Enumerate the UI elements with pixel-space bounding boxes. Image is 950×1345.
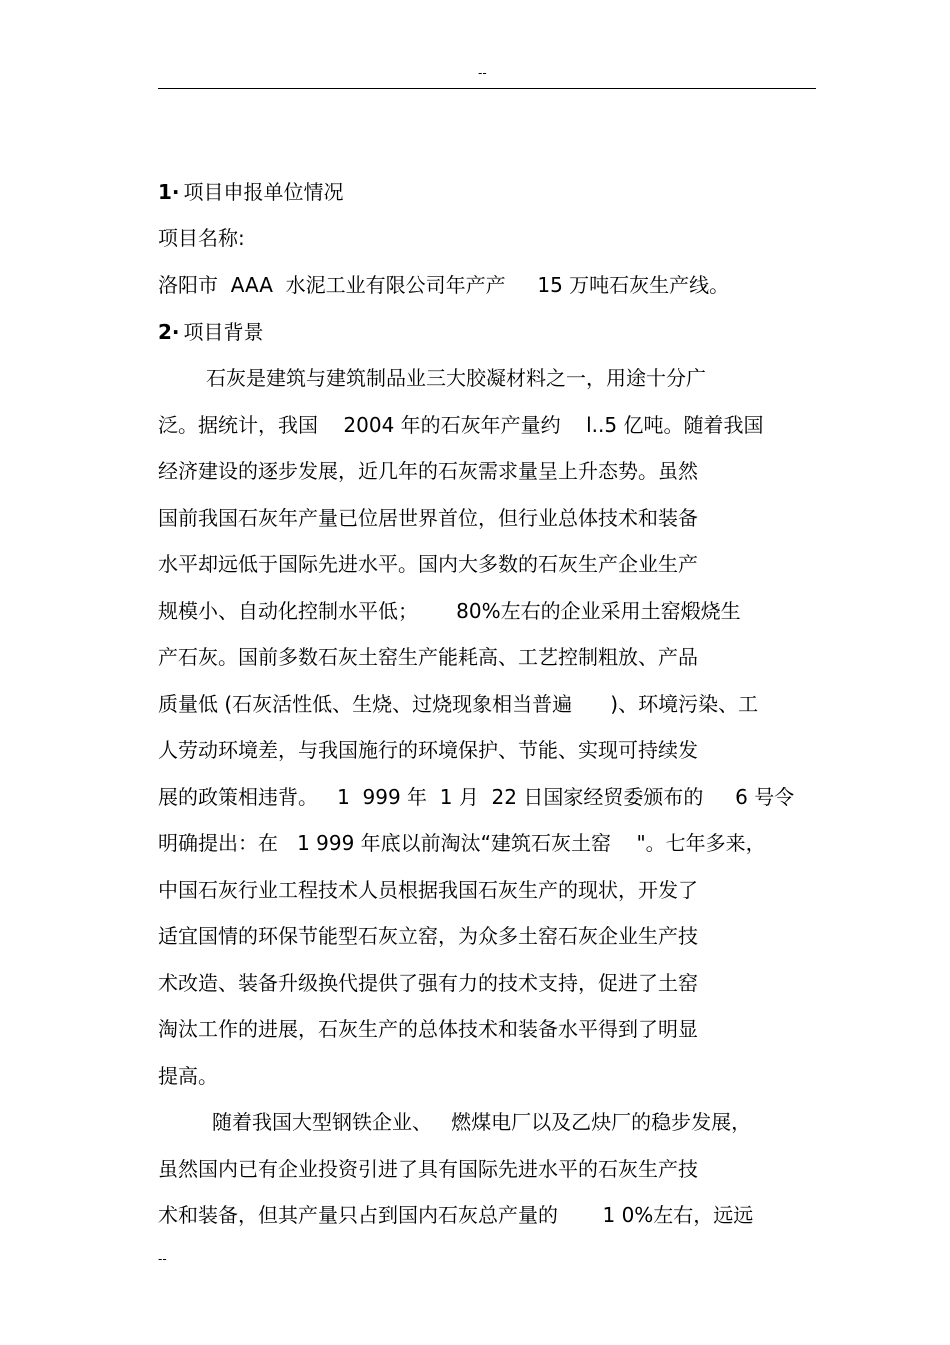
section2-title: 项目背景	[183, 320, 264, 344]
body-line: 国前我国石灰年产量已位居世界首位，但行业总体技术和装备	[158, 506, 698, 530]
body-line: 提高。	[158, 1064, 218, 1088]
body-line: 经济建设的逐步发展，近几年的石灰需求量呈上升态势。虽然	[158, 459, 698, 483]
header-rule	[158, 88, 816, 89]
header-mark: --	[478, 66, 487, 80]
body-line: 规模小、自动化控制水平低； 80%左右的企业采用土窑煅烧生	[158, 599, 741, 623]
body-line: 人劳动环境差，与我国施行的环境保护、节能、实现可持续发	[158, 738, 698, 762]
project-name-label: 项目名称:	[158, 226, 245, 250]
body-line: 石灰是建筑与建筑制品业三大胶凝材料之一，用途十分广	[206, 366, 706, 390]
body-line: 术改造、装备升级换代提供了强有力的技术支持，促进了土窑	[158, 971, 698, 995]
section1-number: 1·	[158, 180, 180, 204]
section1-title: 项目申报单位情况	[183, 180, 344, 204]
body-line: 随着我国大型钢铁企业、 燃煤电厂以及乙炔厂的稳步发展，	[212, 1110, 752, 1134]
body-line: 虽然国内已有企业投资引进了具有国际先进水平的石灰生产技	[158, 1157, 698, 1181]
body-line: 术和装备，但其产量只占到国内石灰总产量的 1 0%左右，远远	[158, 1203, 754, 1227]
body-line: 淘汰工作的进展，石灰生产的总体技术和装备水平得到了明显	[158, 1017, 698, 1041]
section2-number: 2·	[158, 320, 180, 344]
body-line: 水平却远低于国际先进水平。国内大多数的石灰生产企业生产	[158, 552, 698, 576]
body-line: 质量低 (石灰活性低、生烧、过烧现象相当普遍 )、环境污染、工	[158, 692, 759, 716]
body-line: 明确提出：在 1 999 年底以前淘汰“建筑石灰土窑 "。七年多来，	[158, 831, 766, 855]
body-line: 产石灰。国前多数石灰土窑生产能耗高、工艺控制粗放、产品	[158, 645, 698, 669]
body-line: 适宜国情的环保节能型石灰立窑，为众多土窑石灰企业生产技	[158, 924, 698, 948]
project-name-value: 洛阳市 AAA 水泥工业有限公司年产产 15 万吨石灰生产线。	[158, 273, 730, 297]
body-line: 中国石灰行业工程技术人员根据我国石灰生产的现状，开发了	[158, 878, 698, 902]
footer-mark: --	[158, 1252, 167, 1266]
section1-heading	[158, 178, 344, 206]
body-line: 泛。据统计，我国 2004 年的石灰年产量约 l..5 亿吨。随着我国	[158, 413, 764, 437]
section2-heading	[158, 318, 264, 346]
body-line: 展的政策相违背。 1 999 年 1 月 22 日国家经贸委颁布的 6 号令	[158, 785, 795, 809]
